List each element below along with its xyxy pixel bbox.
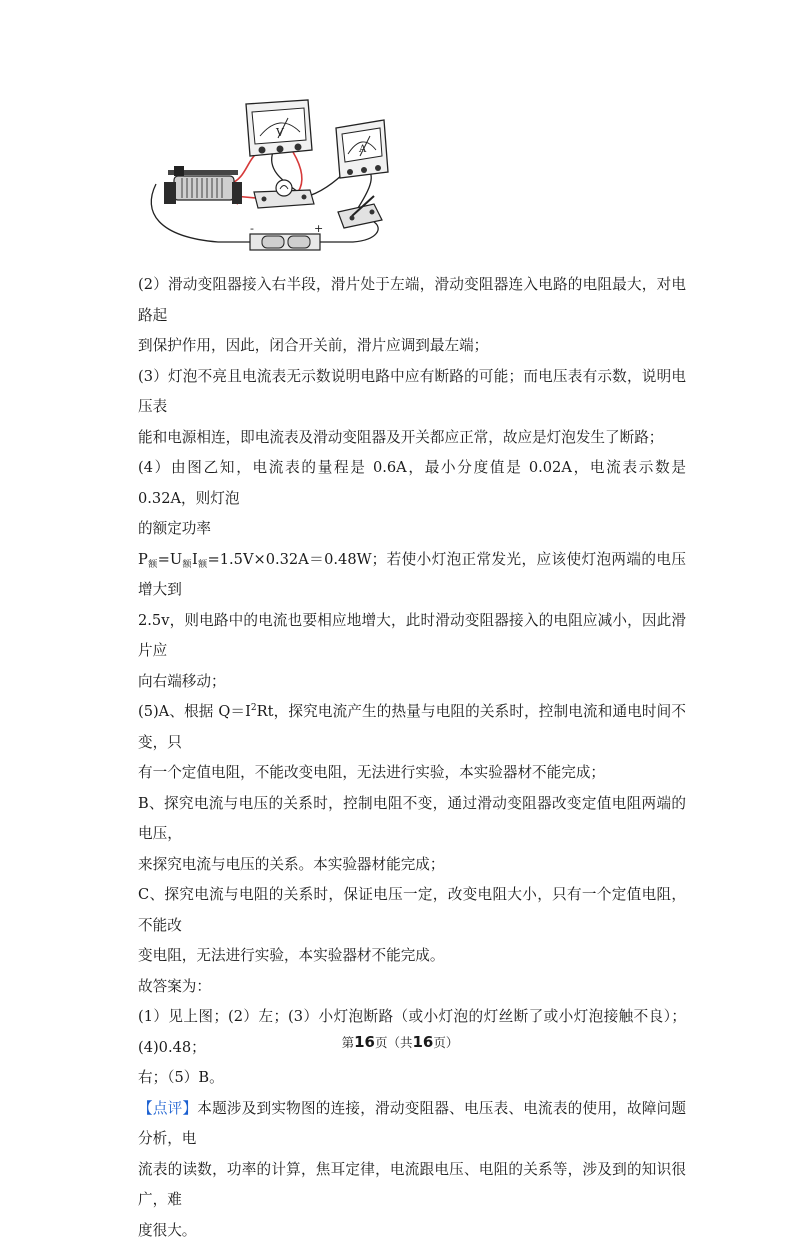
formula-u: =U <box>158 551 183 568</box>
text-line: (3）灯泡不亮且电流表无示数说明电路中应有断路的可能；而电压表有示数，说明电压表 <box>138 362 686 423</box>
battery-minus-label: - <box>250 222 254 235</box>
battery-plus-label: + <box>314 222 323 235</box>
formula-pre: (5)A、根据 Q＝I <box>138 703 251 720</box>
page-footer <box>0 1033 800 1051</box>
review-text: 本题涉及到实物图的连接，滑动变阻器、电压表、电流表的使用，故障问题分析，电 <box>138 1100 686 1148</box>
text-line: 的额定功率 <box>138 514 686 545</box>
review-line <box>138 1094 686 1155</box>
footer-mid: 页（共 <box>375 1035 413 1050</box>
text-line: 变电阻，无法进行实验，本实验器材不能完成。 <box>138 941 686 972</box>
review-tag: 【点评】 <box>138 1100 197 1117</box>
rheostat <box>164 166 242 204</box>
text-line: (4）由图乙知，电流表的量程是 0.6A，最小分度值是 0.02A，电流表示数是 0.32A，则灯泡 <box>138 453 686 514</box>
subscript-rated: 额 <box>148 560 158 570</box>
answer-title: 故答案为： <box>138 972 686 1003</box>
superscript-2: 2 <box>251 703 257 713</box>
text-line: C、探究电流与电阻的关系时，保证电压一定，改变电阻大小，只有一个定值电阻，不能改 <box>138 880 686 941</box>
formula-rest: =1.5V×0.32A＝0.48W；若使小灯泡正常发光，应该使灯泡两端的电压增大到 <box>138 551 686 599</box>
review-line: 流表的读数，功率的计算，焦耳定律，电流跟电压、电阻的关系等，涉及到的知识很广，难 <box>138 1155 686 1216</box>
power-formula-line <box>138 545 686 606</box>
lamp <box>254 180 314 208</box>
answer-line: 右；（5）B。 <box>138 1063 686 1094</box>
ammeter-letter: A <box>358 144 367 155</box>
wire-switch-ammeter <box>358 172 371 208</box>
page-total: 16 <box>413 1033 434 1051</box>
text-line: 2.5v，则电路中的电流也要相应地增大，此时滑动变阻器接入的电阻应减小，因此滑片应 <box>138 606 686 667</box>
subscript-rated: 额 <box>182 560 192 570</box>
text-line: (2）滑动变阻器接入右半段，滑片处于左端，滑动变阻器连入电路的电阻最大，对电路起 <box>138 270 686 331</box>
wire-red-2 <box>293 152 302 192</box>
voltmeter <box>246 100 312 156</box>
formula-p: P <box>138 551 148 568</box>
text-line: 到保护作用，因此，闭合开关前，滑片应调到最左端； <box>138 331 686 362</box>
text-line: B、探究电流与电压的关系时，控制电阻不变，通过滑动变阻器改变定值电阻两端的电压， <box>138 789 686 850</box>
ammeter <box>336 120 388 178</box>
text-line: 有一个定值电阻，不能改变电阻，无法进行实验，本实验器材不能完成； <box>138 758 686 789</box>
footer-post: 页） <box>433 1035 458 1050</box>
text-line: 向右端移动； <box>138 667 686 698</box>
review-line: 度很大。 <box>138 1216 686 1246</box>
joule-formula-line <box>138 697 686 758</box>
text-line: 来探究电流与电压的关系。本实验器材能完成； <box>138 850 686 881</box>
formula-i: I <box>192 551 198 568</box>
subscript-rated: 额 <box>198 560 208 570</box>
circuit-figure <box>138 92 398 252</box>
text-line: 能和电源相连，即电流表及滑动变阻器及开关都应正常，故应是灯泡发生了断路； <box>138 423 686 454</box>
answer-line: (1）见上图；(2）左；(3）小灯泡断路（或小灯泡的灯丝断了或小灯泡接触不良）；(4)0.48； <box>138 1002 686 1063</box>
battery <box>250 222 323 250</box>
formula-post: Rt，探究电流产生的热量与电阻的关系时，控制电流和通电时间不变，只 <box>138 703 686 751</box>
solution-text <box>138 270 686 1246</box>
footer-pre: 第 <box>342 1035 355 1050</box>
page-number: 16 <box>354 1033 375 1051</box>
voltmeter-letter: V <box>275 126 285 139</box>
